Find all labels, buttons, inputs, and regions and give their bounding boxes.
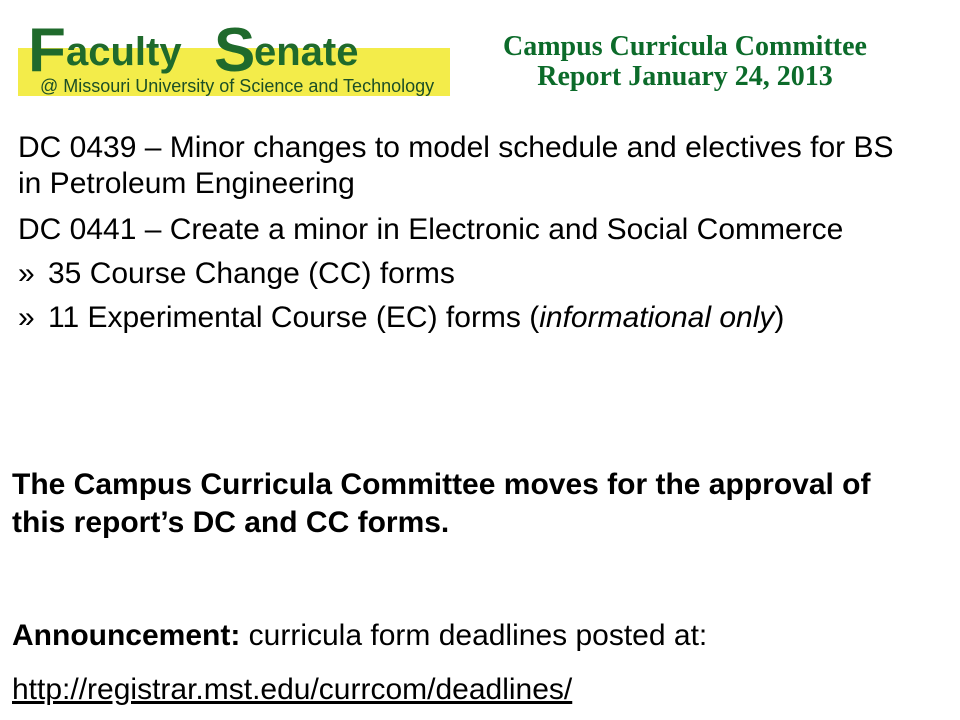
bullet-icon: » xyxy=(18,257,35,290)
logo-word-enate: enate xyxy=(254,30,359,74)
item-ec-forms xyxy=(18,300,918,336)
report-title-line1: Campus Curricula Committee xyxy=(503,31,867,62)
report-title-line2: Report January 24, 2013 xyxy=(537,61,833,92)
ec-forms-close: ) xyxy=(774,301,785,334)
logo-letter-f: F xyxy=(28,16,66,85)
item-dc0441: DC 0441 – Create a minor in Electronic and Social Commerce xyxy=(18,213,844,246)
ec-forms-italic: informational only xyxy=(539,301,775,334)
deadlines-link[interactable]: http://registrar.mst.edu/currcom/deadlines/ xyxy=(12,673,573,706)
logo-letter-s: S xyxy=(214,16,256,85)
announcement-label: Announcement: xyxy=(12,619,241,652)
report-items xyxy=(18,130,918,336)
report-title xyxy=(470,32,900,92)
item-dc0439: DC 0439 – Minor changes to model schedule and electives for BS in Petroleum Engineering xyxy=(18,131,894,200)
item-cc-forms xyxy=(18,256,918,292)
bullet-icon: » xyxy=(18,301,35,334)
motion-statement: The Campus Curricula Committee moves for the approval of this report’s DC and CC forms. xyxy=(12,468,871,539)
faculty-senate-logo xyxy=(18,18,450,98)
announcement-text: curricula form deadlines posted at: xyxy=(240,619,708,652)
announcement xyxy=(12,618,942,654)
logo-word-aculty: aculty xyxy=(66,30,182,74)
cc-forms-text: 35 Course Change (CC) forms xyxy=(48,257,455,290)
logo-subtitle: @ Missouri University of Science and Technology xyxy=(40,76,435,96)
ec-forms-text: 11 Experimental Course (EC) forms ( xyxy=(48,301,540,334)
